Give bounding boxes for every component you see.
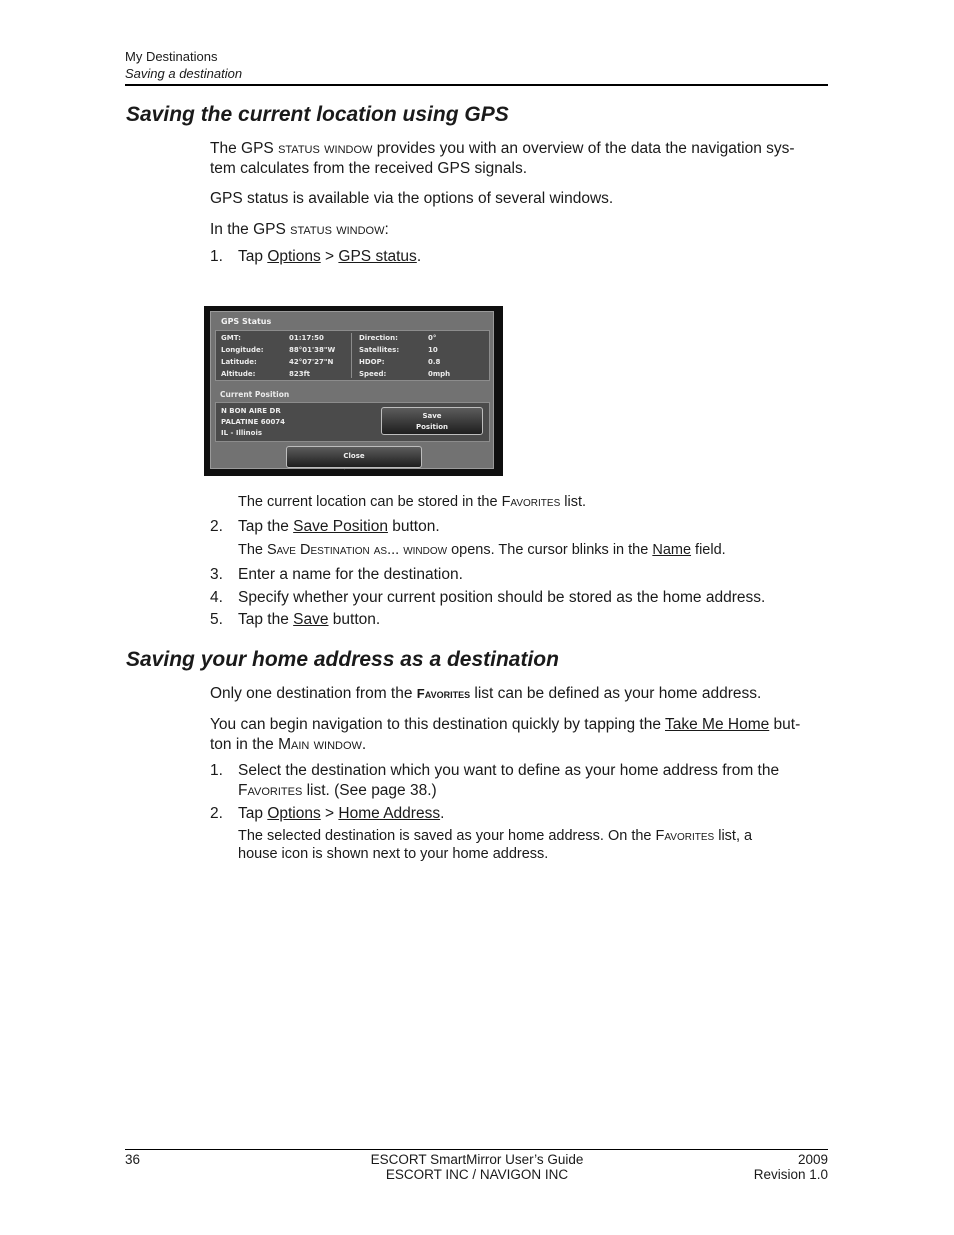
name-field-link[interactable]: Name <box>652 542 692 558</box>
speed-label: Speed: <box>359 370 387 378</box>
footer-year: 2009 <box>797 1152 828 1167</box>
current-position-label: Current Position <box>220 390 290 399</box>
home-intro-paragraph: Only one destination from the Favorites list can be defined as your home address. <box>210 685 762 702</box>
step-tap-save-position: Tap the Save Position button. <box>238 518 440 535</box>
step-select-destination: Select the destination which you want to define as your home address from the Favorites list. (See page 38.) <box>238 762 780 799</box>
step-number: 2. <box>210 518 223 535</box>
gmt-label: GMT: <box>221 334 241 342</box>
address-line-2: PALATINE 60074 <box>221 418 286 426</box>
step-enter-name: Enter a name for the destination. <box>238 566 463 583</box>
header-section: My Destinations <box>125 49 218 64</box>
gps-status-screenshot <box>204 306 503 476</box>
save-position-button[interactable]: Save Position <box>381 407 483 435</box>
longitude-label: Longitude: <box>221 346 264 354</box>
save-position-link[interactable]: Save Position <box>293 518 388 535</box>
header-subsection: Saving a destination <box>125 66 243 81</box>
address-line-3: IL - Illinois <box>221 429 263 437</box>
gps-window-intro: In the GPS status window: <box>210 221 389 238</box>
step-specify-home: Specify whether your current position should be stored as the home address. <box>238 589 766 606</box>
altitude-label: Altitude: <box>221 370 256 378</box>
step-tap-gps-status: Tap Options > GPS status. <box>238 248 422 265</box>
hdop-value: 0.8 <box>428 358 441 366</box>
panel-divider <box>351 333 352 378</box>
step-number: 2. <box>210 805 223 822</box>
current-position-panel <box>215 402 490 442</box>
step-tap-save: Tap the Save button. <box>238 611 381 628</box>
gps-data-panel <box>215 330 490 381</box>
step-number: 3. <box>210 566 223 583</box>
gps-intro-paragraph: The GPS status window provides you with an overview of the data the navigation sys- tem calculates from the received GPS signals. <box>210 140 795 177</box>
save-link[interactable]: Save <box>293 611 329 628</box>
gps-status-title: GPS Status <box>221 317 272 326</box>
take-me-home-paragraph: You can begin navigation to this destination quickly by tapping the Take Me Home but- ton in the Main window. <box>210 716 801 753</box>
latitude-label: Latitude: <box>221 358 257 366</box>
section-title-home: Saving your home address as a destination <box>126 648 559 671</box>
step2-note: The Save Destination as... window opens. The cursor blinks in the Name field. <box>238 542 726 558</box>
speed-value: 0mph <box>428 370 451 378</box>
direction-label: Direction: <box>359 334 398 342</box>
direction-value: 0° <box>428 334 437 342</box>
footer-rule <box>125 1149 828 1150</box>
latitude-value: 42°07'27"N <box>289 358 334 366</box>
take-me-home-link[interactable]: Take Me Home <box>665 716 770 733</box>
section-title-gps: Saving the current location using GPS <box>126 103 509 126</box>
step-number: 1. <box>210 762 223 779</box>
page-number: 36 <box>125 1152 141 1167</box>
header-rule <box>125 84 828 86</box>
home-saved-note: The selected destination is saved as your home address. On the Favorites list, a house icon is shown next to your home address. <box>238 828 753 862</box>
running-header <box>125 48 242 82</box>
screenshot-caption: The current location can be stored in the Favorites list. <box>238 494 587 510</box>
satellites-label: Satellites: <box>359 346 400 354</box>
options-link[interactable]: Options <box>267 248 321 265</box>
satellites-value: 10 <box>428 346 438 354</box>
address-line-1: N BON AIRE DR <box>221 407 281 415</box>
footer-revision: Revision 1.0 <box>753 1167 828 1182</box>
options-link[interactable]: Options <box>267 805 321 822</box>
home-address-link[interactable]: Home Address <box>338 805 441 822</box>
close-button[interactable]: Close <box>286 446 422 468</box>
footer-company: ESCORT INC / NAVIGON INC <box>385 1167 569 1182</box>
step-number: 4. <box>210 589 223 606</box>
longitude-value: 88°01'38"W <box>289 346 336 354</box>
gps-status-link[interactable]: GPS status <box>338 248 417 265</box>
gmt-value: 01:17:50 <box>289 334 324 342</box>
gps-status-window <box>210 311 494 469</box>
step-number: 5. <box>210 611 223 628</box>
step-tap-home-address: Tap Options > Home Address. <box>238 805 445 822</box>
footer-title <box>300 1152 654 1182</box>
hdop-label: HDOP: <box>359 358 385 366</box>
footer-guide-title: ESCORT SmartMirror User’s Guide <box>370 1152 584 1167</box>
gps-availability-paragraph: GPS status is available via the options of several windows. <box>210 190 614 207</box>
altitude-value: 823ft <box>289 370 311 378</box>
footer-revision-block <box>700 1152 828 1182</box>
step-number: 1. <box>210 248 223 265</box>
